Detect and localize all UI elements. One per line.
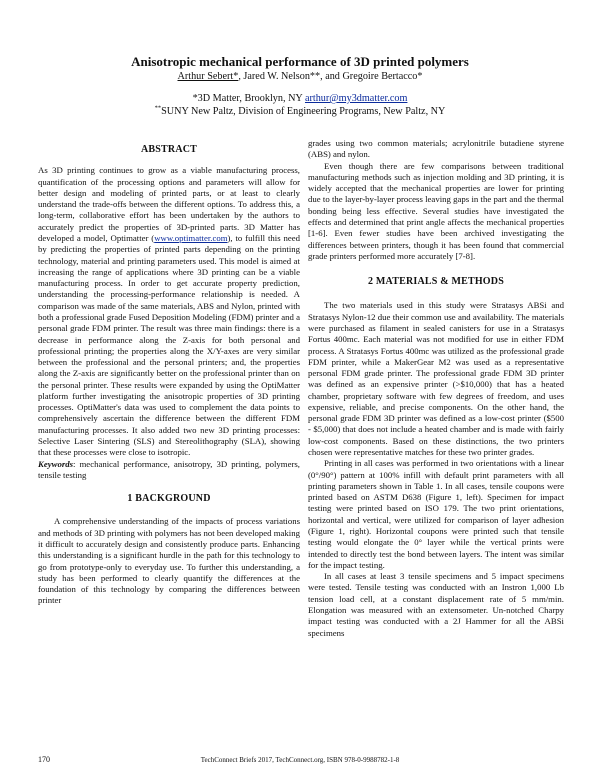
affiliation-2-marker: ** bbox=[154, 104, 162, 112]
background-heading: 1 BACKGROUND bbox=[127, 493, 211, 505]
first-author: Arthur Sebert* bbox=[177, 71, 239, 82]
abstract-heading: ABSTRACT bbox=[140, 144, 198, 155]
paper-header bbox=[0, 54, 600, 118]
abstract-text-2: ), to fulfill this need by predicting the properties of printed parts depending on the printing technology, material and printing parameters used. This model is aimed at increasing the range of applications where 3D printing can be a viable manufacturing process. In order to get accurate property prediction, understanding the processing-performance relationship is needed. A comparison was made of the same materials, ABS and Nylon, printed with both a professional grade Fused Deposition Modeling (FDM) printer and a personal grade FDM printer. The result was three main findings: there is a decrease in performance along the Z-axis for both personal and professional printing; the properties along the X/Y-axes are very similar between the professional and the personal printers; and, the properties along the Z-axis are significantly better on the professional printer than on the personal printer. These results were expanded by using the OptiMatter platform further investigating the anisotropic properties of 3D printing processes. OptiMatter's data was used to complement the data points to comprehensively ascertain the difference between the different FDM manufacturing processes. It also added two new 3D printing processes: Selective Laser Sintering (SLS) and Stereolithography (SLA), showing that these processes were close to isotropic. bbox=[38, 232, 300, 458]
materials-paragraph-3: In all cases at least 3 tensile specimens and 5 impact specimens were tested. Tensile testing was conducted with an Instron 1,000 Lb tension load cell, at a constant displacement rate of 5 mm/min. Elongation was measured with an extensometer. Un-notched Charpy impact testing was conducted with a 2J Hammer for all the ABSi specimens bbox=[308, 571, 564, 638]
materials-paragraph-1: The two materials used in this study were Stratasys ABSi and Stratasys Nylon-12 due their common use and availability. The materials were purchased as filament in sealed canisters for use in a Stratasys Fortus 400mc. Each material was not modified for use in either FDM process. A Stratasys Fortus 400mc was utilized as the professional grade FDM printer, while a MakerGear M2 was used as a representative personal FDM grade printer. The professional grade FDM 3D printer was defined as an expensive printer (>$10,000) that has a heated chamber, proprietary software with few degrees of freedom, and uses expensive, reliable, and precise components. On the other hand, the personal grade FDM 3D printer was defined as a low-cost printer ($500 - $5,000) that does not include a heated chamber and is made with fairly low-cost components. Based on these distinctions, the two printers chosen were representative matches for these two printer grades. bbox=[308, 300, 564, 458]
page-number: 170 bbox=[38, 755, 50, 764]
materials-paragraph-2: Printing in all cases was performed in two orientations with a linear (0°/90°) pattern at 100% infill with default print parameters with all printing parameters shown in Table 1. In all cases, tensile coupons were printed based on ASTM D638 (Figure 1, left). Specimen for impact testing were printed based on ISO 179. The two print orientations, horizontal and vertical, were utilized for comparison of layer adhesion (Figure 1, right). Horizontal coupons were printed such that tensile testing would elongate the 0° layer while the vertical prints were intended to directly test the bond between layers. The intent was similar for the impact testing. bbox=[308, 458, 564, 570]
right-column bbox=[308, 138, 564, 639]
other-authors: , Jared W. Nelson**, and Gregoire Bertacco* bbox=[238, 71, 423, 82]
affiliation-1 bbox=[0, 93, 600, 106]
abstract-paragraph bbox=[38, 165, 300, 458]
background-continuation: grades using two common materials; acrylonitrile butadiene styrene (ABS) and nylon. bbox=[308, 138, 564, 160]
keywords-text: : mechanical performance, anisotropy, 3D printing, polymers, tensile testing bbox=[38, 458, 300, 480]
keywords bbox=[38, 459, 300, 482]
abstract-text-1: As 3D printing continues to grow as a viable manufacturing process, quantification of the processing options and parameters will allow for better design and modeling of printed parts, or at least to clearly understand the trade-offs between the different options. To address this, a long-term, collaborative effort has been undertaken by the authors to accurately predict the properties of 3D-printed parts. 3D Matter has developed a model, Optimatter ( bbox=[38, 165, 300, 243]
optimatter-link[interactable]: www.optimatter.com bbox=[154, 232, 228, 243]
keywords-label: Keywords bbox=[38, 458, 73, 469]
left-column bbox=[38, 138, 300, 607]
author-list bbox=[0, 70, 600, 83]
affiliation-1-text: *3D Matter, Brooklyn, NY bbox=[192, 93, 305, 104]
footer-citation: TechConnect Briefs 2017, TechConnect.org, ISBN 978-0-9988782-1-8 bbox=[200, 756, 400, 764]
affiliation-2-text: SUNY New Paltz, Division of Engineering Programs, New Paltz, NY bbox=[161, 105, 446, 117]
materials-heading: 2 MATERIALS & METHODS bbox=[368, 276, 504, 288]
affiliation-2 bbox=[0, 106, 600, 119]
background-paragraph-2: Even though there are few comparisons between traditional manufacturing methods such as injection molding and 3D printing, it is widely accepted that the mechanical properties are lower for printing due to the layer-by-layer process leaving gaps in the part and the thermal bonding being less effective. Several studies have investigated the effects and determined that print angle affects the mechanical properties [1-6]. Even fewer studies have been archived investigating the differences between printers, though it has been found that commercial grade printers performed more accurately [7-8]. bbox=[308, 160, 564, 261]
paper-title: Anisotropic mechanical performance of 3D printed polymers bbox=[131, 54, 469, 69]
author-email-link[interactable]: arthur@my3dmatter.com bbox=[304, 93, 408, 104]
background-paragraph-1: A comprehensive understanding of the impacts of process variations and methods of 3D printing with polymers has not been developed making it difficult to accurately design and consistently produce parts. Enhancing this understanding is a significant hurdle in the path for this technology to go from prototype-only to everyday use. To further this understanding, a study has been performed to clearly quantify the differences at the foundation of this technology by comparing the differences between printer bbox=[38, 516, 300, 606]
